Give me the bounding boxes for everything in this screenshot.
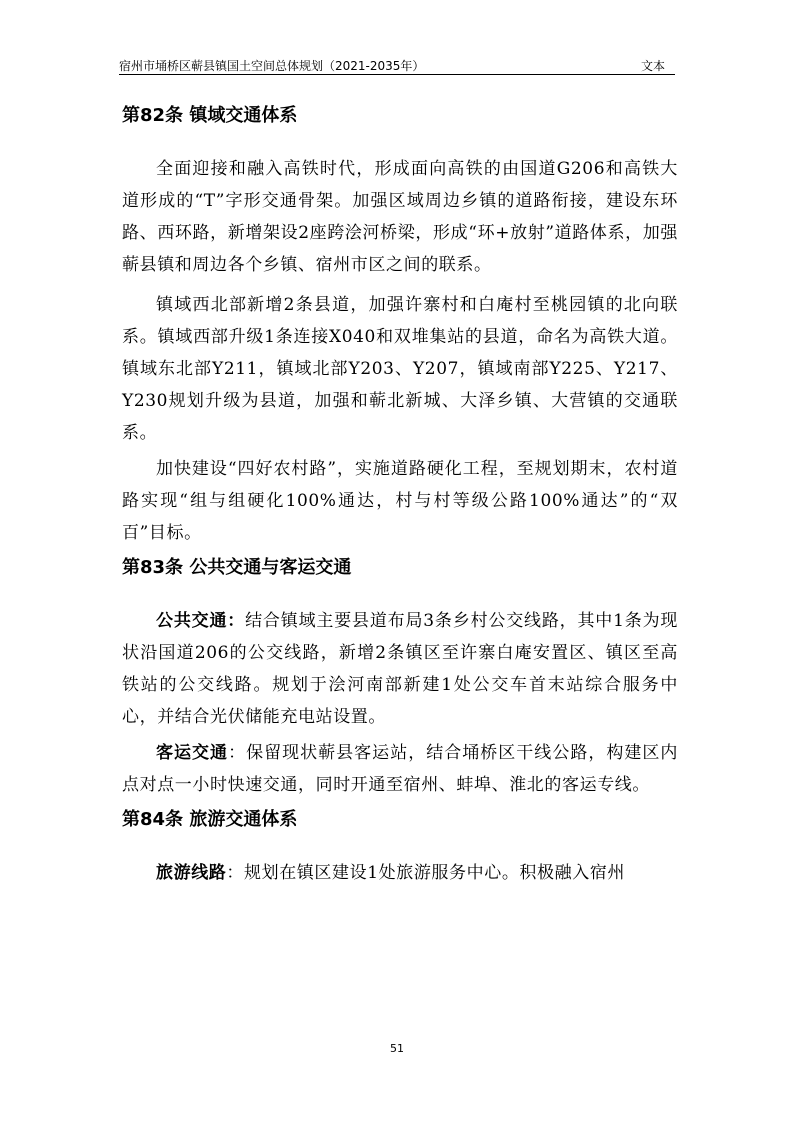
paragraph: 全面迎接和融入高铁时代，形成面向高铁的由国道G206和高铁大道形成的“T”字形交通骨架。加强区域周边乡镇的道路衔接，建设东环路、西环路，新增架设2座跨浍河桥梁，形成“环+放射”道路体系，加强蕲县镇和周边各个乡镇、宿州市区之间的联系。: [122, 159, 678, 275]
paragraph: [122, 605, 678, 733]
page-header: [119, 52, 675, 74]
document-title: 宿州市埇桥区蕲县镇国土空间总体规划（2021-2035年）: [119, 59, 425, 73]
page-body: [122, 103, 678, 889]
paragraph-text: ：保留现状蕲县客运站，结合埇桥区干线公路，构建区内点对点一小时快速交通，同时开通至宿州、蚌埠、淮北的客运专线。: [122, 743, 678, 795]
paragraph: [122, 737, 678, 801]
page-number: 51: [390, 1042, 404, 1055]
paragraph: 加快建设“四好农村路”，实施道路硬化工程，至规划期末，农村道路实现“组与组硬化100%通达，村与村等级公路100%通达”的“双百”目标。: [122, 459, 678, 543]
section-heading-83: 第83条 公共交通与客运交通: [122, 557, 352, 578]
paragraph-lead: 旅游线路: [156, 863, 227, 883]
paragraph-text: 结合镇域主要县道布局3条乡村公交线路，其中1条为现状沿国道206的公交线路，新增2条镇区至许寨白庵安置区、镇区至高铁站的公交线路。规划于浍河南部新建1处公交车首末站综合服务中心，并结合光伏储能充电站设置。: [122, 611, 679, 727]
paragraph: 镇域西北部新增2条县道，加强许寨村和白庵村至桃园镇的北向联系。镇域西部升级1条连接X040和双堆集站的县道，命名为高铁大道。镇域东北部Y211，镇域北部Y203、Y207，镇域南部Y225、Y217、Y230规划升级为县道，加强和蕲北新城、大泽乡镇、大营镇的交通联系。: [122, 295, 678, 443]
paragraph-text: ：规划在镇区建设1处旅游服务中心。积极融入宿州: [226, 863, 626, 883]
paragraph: [122, 857, 678, 889]
paragraph-lead: 公共交通：: [156, 611, 246, 631]
paragraph-lead: 客运交通: [156, 743, 229, 763]
section-heading-82: 第82条 镇域交通体系: [122, 105, 298, 126]
section-heading-84: 第84条 旅游交通体系: [122, 809, 298, 830]
document-kind: 文本: [640, 59, 665, 73]
header-divider: [119, 74, 675, 75]
